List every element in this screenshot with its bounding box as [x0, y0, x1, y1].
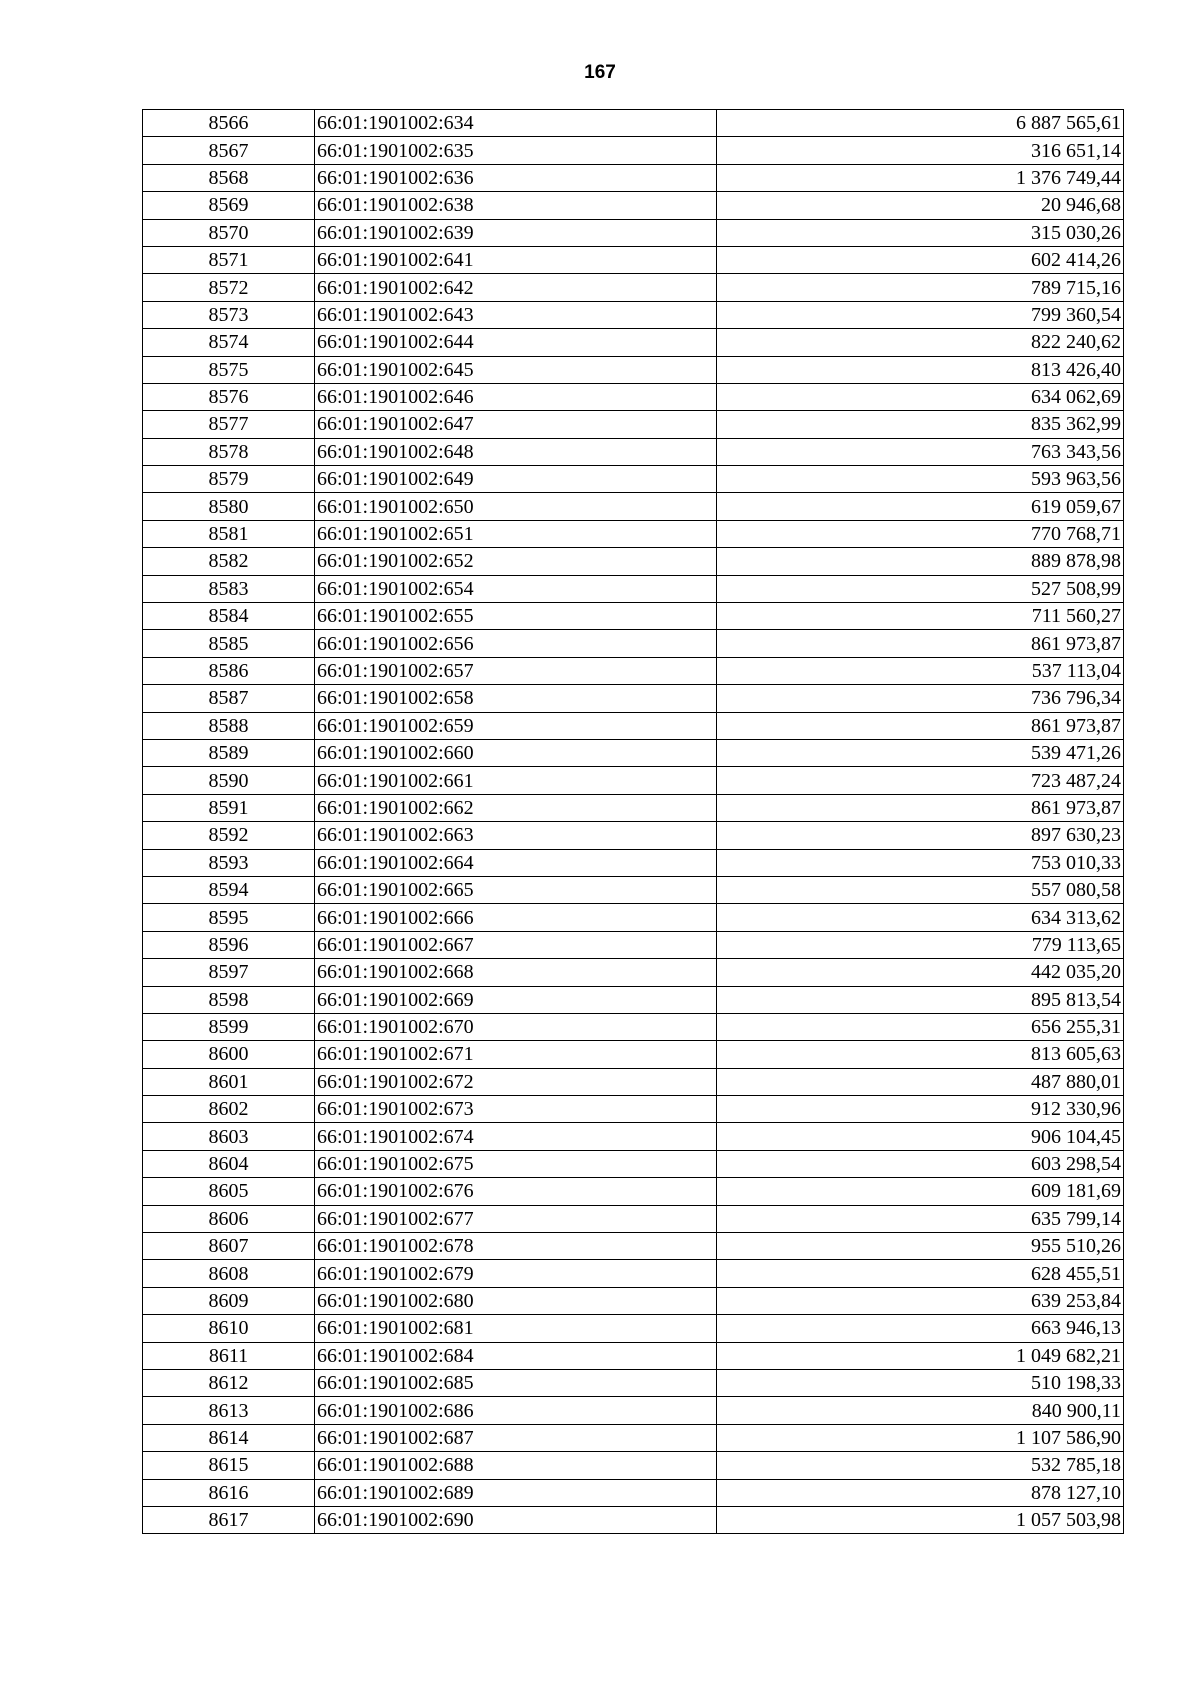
- row-number-cell: 8575: [143, 356, 315, 383]
- cadastral-value-cell: 602 414,26: [717, 246, 1124, 273]
- cadastral-number-cell: 66:01:1901002:656: [315, 630, 717, 657]
- cadastral-value-cell: 753 010,33: [717, 849, 1124, 876]
- cadastral-number-cell: 66:01:1901002:649: [315, 466, 717, 493]
- cadastral-value-cell: 532 785,18: [717, 1452, 1124, 1479]
- cadastral-number-cell: 66:01:1901002:676: [315, 1178, 717, 1205]
- cadastral-value-cell: 557 080,58: [717, 876, 1124, 903]
- cadastral-value-cell: 1 049 682,21: [717, 1342, 1124, 1369]
- table-row: [143, 1260, 1124, 1287]
- row-number-cell: 8582: [143, 548, 315, 575]
- cadastral-number-cell: 66:01:1901002:634: [315, 110, 717, 137]
- cadastral-number-cell: 66:01:1901002:665: [315, 876, 717, 903]
- row-number-cell: 8602: [143, 1096, 315, 1123]
- cadastral-number-cell: 66:01:1901002:654: [315, 575, 717, 602]
- row-number-cell: 8596: [143, 931, 315, 958]
- table-row: [143, 657, 1124, 684]
- row-number-cell: 8595: [143, 904, 315, 931]
- row-number-cell: 8607: [143, 1233, 315, 1260]
- row-number-cell: 8588: [143, 712, 315, 739]
- cadastral-number-cell: 66:01:1901002:657: [315, 657, 717, 684]
- table-row: [143, 767, 1124, 794]
- cadastral-number-cell: 66:01:1901002:643: [315, 301, 717, 328]
- cadastral-value-cell: 711 560,27: [717, 603, 1124, 630]
- cadastral-value-cell: 20 946,68: [717, 192, 1124, 219]
- table-row: [143, 876, 1124, 903]
- row-number-cell: 8609: [143, 1287, 315, 1314]
- cadastral-value-cell: 736 796,34: [717, 685, 1124, 712]
- table-row: [143, 274, 1124, 301]
- cadastral-number-cell: 66:01:1901002:646: [315, 383, 717, 410]
- table-row: [143, 1068, 1124, 1095]
- cadastral-value-cell: 539 471,26: [717, 739, 1124, 766]
- row-number-cell: 8608: [143, 1260, 315, 1287]
- row-number-cell: 8617: [143, 1506, 315, 1533]
- cadastral-value-cell: 840 900,11: [717, 1397, 1124, 1424]
- row-number-cell: 8586: [143, 657, 315, 684]
- table-row: [143, 931, 1124, 958]
- table-row: [143, 1123, 1124, 1150]
- row-number-cell: 8566: [143, 110, 315, 137]
- cadastral-number-cell: 66:01:1901002:658: [315, 685, 717, 712]
- cadastral-number-cell: 66:01:1901002:660: [315, 739, 717, 766]
- row-number-cell: 8574: [143, 329, 315, 356]
- cadastral-number-cell: 66:01:1901002:651: [315, 520, 717, 547]
- row-number-cell: 8587: [143, 685, 315, 712]
- cadastral-number-cell: 66:01:1901002:638: [315, 192, 717, 219]
- cadastral-value-cell: 763 343,56: [717, 438, 1124, 465]
- cadastral-value-cell: 593 963,56: [717, 466, 1124, 493]
- table-row: [143, 1397, 1124, 1424]
- table-row: [143, 739, 1124, 766]
- cadastral-number-cell: 66:01:1901002:647: [315, 411, 717, 438]
- table-row: [143, 685, 1124, 712]
- cadastral-number-cell: 66:01:1901002:669: [315, 986, 717, 1013]
- cadastral-value-cell: 537 113,04: [717, 657, 1124, 684]
- cadastral-value-cell: 955 510,26: [717, 1233, 1124, 1260]
- cadastral-value-cell: 1 057 503,98: [717, 1506, 1124, 1533]
- table-row: [143, 822, 1124, 849]
- cadastral-value-cell: 813 426,40: [717, 356, 1124, 383]
- cadastral-number-cell: 66:01:1901002:661: [315, 767, 717, 794]
- cadastral-number-cell: 66:01:1901002:666: [315, 904, 717, 931]
- cadastral-number-cell: 66:01:1901002:642: [315, 274, 717, 301]
- cadastral-value-cell: 906 104,45: [717, 1123, 1124, 1150]
- cadastral-number-cell: 66:01:1901002:641: [315, 246, 717, 273]
- row-number-cell: 8589: [143, 739, 315, 766]
- table-body: [143, 110, 1124, 1534]
- table-row: [143, 1178, 1124, 1205]
- cadastral-number-cell: 66:01:1901002:679: [315, 1260, 717, 1287]
- cadastral-value-cell: 510 198,33: [717, 1369, 1124, 1396]
- cadastral-value-cell: 861 973,87: [717, 794, 1124, 821]
- cadastral-number-cell: 66:01:1901002:677: [315, 1205, 717, 1232]
- cadastral-value-cell: 799 360,54: [717, 301, 1124, 328]
- table-row: [143, 438, 1124, 465]
- row-number-cell: 8614: [143, 1424, 315, 1451]
- row-number-cell: 8568: [143, 164, 315, 191]
- table-row: [143, 1150, 1124, 1177]
- table-row: [143, 794, 1124, 821]
- table-row: [143, 849, 1124, 876]
- cadastral-number-cell: 66:01:1901002:672: [315, 1068, 717, 1095]
- row-number-cell: 8615: [143, 1452, 315, 1479]
- cadastral-number-cell: 66:01:1901002:690: [315, 1506, 717, 1533]
- table-row: [143, 1424, 1124, 1451]
- row-number-cell: 8611: [143, 1342, 315, 1369]
- row-number-cell: 8600: [143, 1041, 315, 1068]
- table-row: [143, 1369, 1124, 1396]
- table-row: [143, 1041, 1124, 1068]
- cadastral-number-cell: 66:01:1901002:644: [315, 329, 717, 356]
- cadastral-value-cell: 619 059,67: [717, 493, 1124, 520]
- row-number-cell: 8601: [143, 1068, 315, 1095]
- cadastral-value-cell: 442 035,20: [717, 959, 1124, 986]
- row-number-cell: 8580: [143, 493, 315, 520]
- row-number-cell: 8598: [143, 986, 315, 1013]
- cadastral-value-cell: 656 255,31: [717, 1013, 1124, 1040]
- cadastral-number-cell: 66:01:1901002:645: [315, 356, 717, 383]
- row-number-cell: 8606: [143, 1205, 315, 1232]
- table-row: [143, 301, 1124, 328]
- table-row: [143, 192, 1124, 219]
- cadastral-number-cell: 66:01:1901002:650: [315, 493, 717, 520]
- row-number-cell: 8570: [143, 219, 315, 246]
- row-number-cell: 8610: [143, 1315, 315, 1342]
- row-number-cell: 8593: [143, 849, 315, 876]
- cadastral-value-cell: 639 253,84: [717, 1287, 1124, 1314]
- row-number-cell: 8604: [143, 1150, 315, 1177]
- table-row: [143, 575, 1124, 602]
- cadastral-number-cell: 66:01:1901002:688: [315, 1452, 717, 1479]
- table-row: [143, 1013, 1124, 1040]
- row-number-cell: 8577: [143, 411, 315, 438]
- cadastral-number-cell: 66:01:1901002:670: [315, 1013, 717, 1040]
- cadastral-number-cell: 66:01:1901002:663: [315, 822, 717, 849]
- cadastral-value-cell: 861 973,87: [717, 630, 1124, 657]
- table-row: [143, 1342, 1124, 1369]
- cadastral-value-cell: 789 715,16: [717, 274, 1124, 301]
- row-number-cell: 8594: [143, 876, 315, 903]
- cadastral-value-cell: 822 240,62: [717, 329, 1124, 356]
- cadastral-value-cell: 634 062,69: [717, 383, 1124, 410]
- row-number-cell: 8605: [143, 1178, 315, 1205]
- row-number-cell: 8613: [143, 1397, 315, 1424]
- row-number-cell: 8571: [143, 246, 315, 273]
- table-row: [143, 603, 1124, 630]
- cadastral-value-cell: 895 813,54: [717, 986, 1124, 1013]
- cadastral-number-cell: 66:01:1901002:681: [315, 1315, 717, 1342]
- cadastral-value-cell: 487 880,01: [717, 1068, 1124, 1095]
- cadastral-value-cell: 779 113,65: [717, 931, 1124, 958]
- table-row: [143, 520, 1124, 547]
- cadastral-number-cell: 66:01:1901002:673: [315, 1096, 717, 1123]
- row-number-cell: 8579: [143, 466, 315, 493]
- cadastral-number-cell: 66:01:1901002:680: [315, 1287, 717, 1314]
- row-number-cell: 8567: [143, 137, 315, 164]
- row-number-cell: 8584: [143, 603, 315, 630]
- table-row: [143, 1233, 1124, 1260]
- cadastral-number-cell: 66:01:1901002:671: [315, 1041, 717, 1068]
- table-row: [143, 137, 1124, 164]
- cadastral-value-cell: 835 362,99: [717, 411, 1124, 438]
- cadastral-value-cell: 723 487,24: [717, 767, 1124, 794]
- cadastral-value-cell: 1 376 749,44: [717, 164, 1124, 191]
- table-row: [143, 1096, 1124, 1123]
- row-number-cell: 8583: [143, 575, 315, 602]
- cadastral-value-cell: 889 878,98: [717, 548, 1124, 575]
- cadastral-number-cell: 66:01:1901002:675: [315, 1150, 717, 1177]
- table-row: [143, 110, 1124, 137]
- cadastral-value-cell: 628 455,51: [717, 1260, 1124, 1287]
- cadastral-value-cell: 663 946,13: [717, 1315, 1124, 1342]
- cadastral-value-cell: 861 973,87: [717, 712, 1124, 739]
- table-row: [143, 466, 1124, 493]
- cadastral-value-cell: 315 030,26: [717, 219, 1124, 246]
- cadastral-value-cell: 316 651,14: [717, 137, 1124, 164]
- cadastral-number-cell: 66:01:1901002:664: [315, 849, 717, 876]
- cadastral-value-cell: 912 330,96: [717, 1096, 1124, 1123]
- cadastral-value-cell: 897 630,23: [717, 822, 1124, 849]
- cadastral-number-cell: 66:01:1901002:652: [315, 548, 717, 575]
- row-number-cell: 8569: [143, 192, 315, 219]
- row-number-cell: 8612: [143, 1369, 315, 1396]
- cadastral-number-cell: 66:01:1901002:659: [315, 712, 717, 739]
- table-row: [143, 1506, 1124, 1533]
- cadastral-number-cell: 66:01:1901002:686: [315, 1397, 717, 1424]
- cadastral-value-cell: 1 107 586,90: [717, 1424, 1124, 1451]
- row-number-cell: 8599: [143, 1013, 315, 1040]
- cadastral-number-cell: 66:01:1901002:674: [315, 1123, 717, 1150]
- cadastral-value-cell: 609 181,69: [717, 1178, 1124, 1205]
- cadastral-value-cell: 813 605,63: [717, 1041, 1124, 1068]
- cadastral-number-cell: 66:01:1901002:639: [315, 219, 717, 246]
- cadastral-value-cell: 635 799,14: [717, 1205, 1124, 1232]
- row-number-cell: 8591: [143, 794, 315, 821]
- row-number-cell: 8585: [143, 630, 315, 657]
- cadastral-number-cell: 66:01:1901002:685: [315, 1369, 717, 1396]
- table-row: [143, 246, 1124, 273]
- cadastral-number-cell: 66:01:1901002:689: [315, 1479, 717, 1506]
- table-row: [143, 959, 1124, 986]
- row-number-cell: 8581: [143, 520, 315, 547]
- cadastral-value-cell: 770 768,71: [717, 520, 1124, 547]
- cadastral-value-cell: 603 298,54: [717, 1150, 1124, 1177]
- table-row: [143, 712, 1124, 739]
- cadastral-value-cell: 878 127,10: [717, 1479, 1124, 1506]
- row-number-cell: 8578: [143, 438, 315, 465]
- row-number-cell: 8597: [143, 959, 315, 986]
- cadastral-number-cell: 66:01:1901002:684: [315, 1342, 717, 1369]
- cadastral-number-cell: 66:01:1901002:662: [315, 794, 717, 821]
- table-row: [143, 630, 1124, 657]
- cadastral-number-cell: 66:01:1901002:668: [315, 959, 717, 986]
- table-row: [143, 986, 1124, 1013]
- row-number-cell: 8573: [143, 301, 315, 328]
- table-row: [143, 1205, 1124, 1232]
- table-row: [143, 1315, 1124, 1342]
- cadastral-value-cell: 6 887 565,61: [717, 110, 1124, 137]
- cadastral-value-cell: 634 313,62: [717, 904, 1124, 931]
- table-row: [143, 219, 1124, 246]
- row-number-cell: 8572: [143, 274, 315, 301]
- table-row: [143, 164, 1124, 191]
- row-number-cell: 8616: [143, 1479, 315, 1506]
- cadastral-number-cell: 66:01:1901002:636: [315, 164, 717, 191]
- cadastral-number-cell: 66:01:1901002:635: [315, 137, 717, 164]
- cadastral-number-cell: 66:01:1901002:667: [315, 931, 717, 958]
- table-row: [143, 1287, 1124, 1314]
- page-number: 167: [584, 62, 616, 83]
- table-row: [143, 904, 1124, 931]
- table-row: [143, 548, 1124, 575]
- table-row: [143, 329, 1124, 356]
- table-row: [143, 356, 1124, 383]
- row-number-cell: 8590: [143, 767, 315, 794]
- table-row: [143, 383, 1124, 410]
- cadastral-value-cell: 527 508,99: [717, 575, 1124, 602]
- row-number-cell: 8576: [143, 383, 315, 410]
- table-row: [143, 1479, 1124, 1506]
- cadastral-value-table: [142, 109, 1124, 1534]
- table-row: [143, 493, 1124, 520]
- table-row: [143, 1452, 1124, 1479]
- table-row: [143, 411, 1124, 438]
- cadastral-number-cell: 66:01:1901002:678: [315, 1233, 717, 1260]
- row-number-cell: 8592: [143, 822, 315, 849]
- row-number-cell: 8603: [143, 1123, 315, 1150]
- cadastral-number-cell: 66:01:1901002:687: [315, 1424, 717, 1451]
- cadastral-number-cell: 66:01:1901002:655: [315, 603, 717, 630]
- cadastral-number-cell: 66:01:1901002:648: [315, 438, 717, 465]
